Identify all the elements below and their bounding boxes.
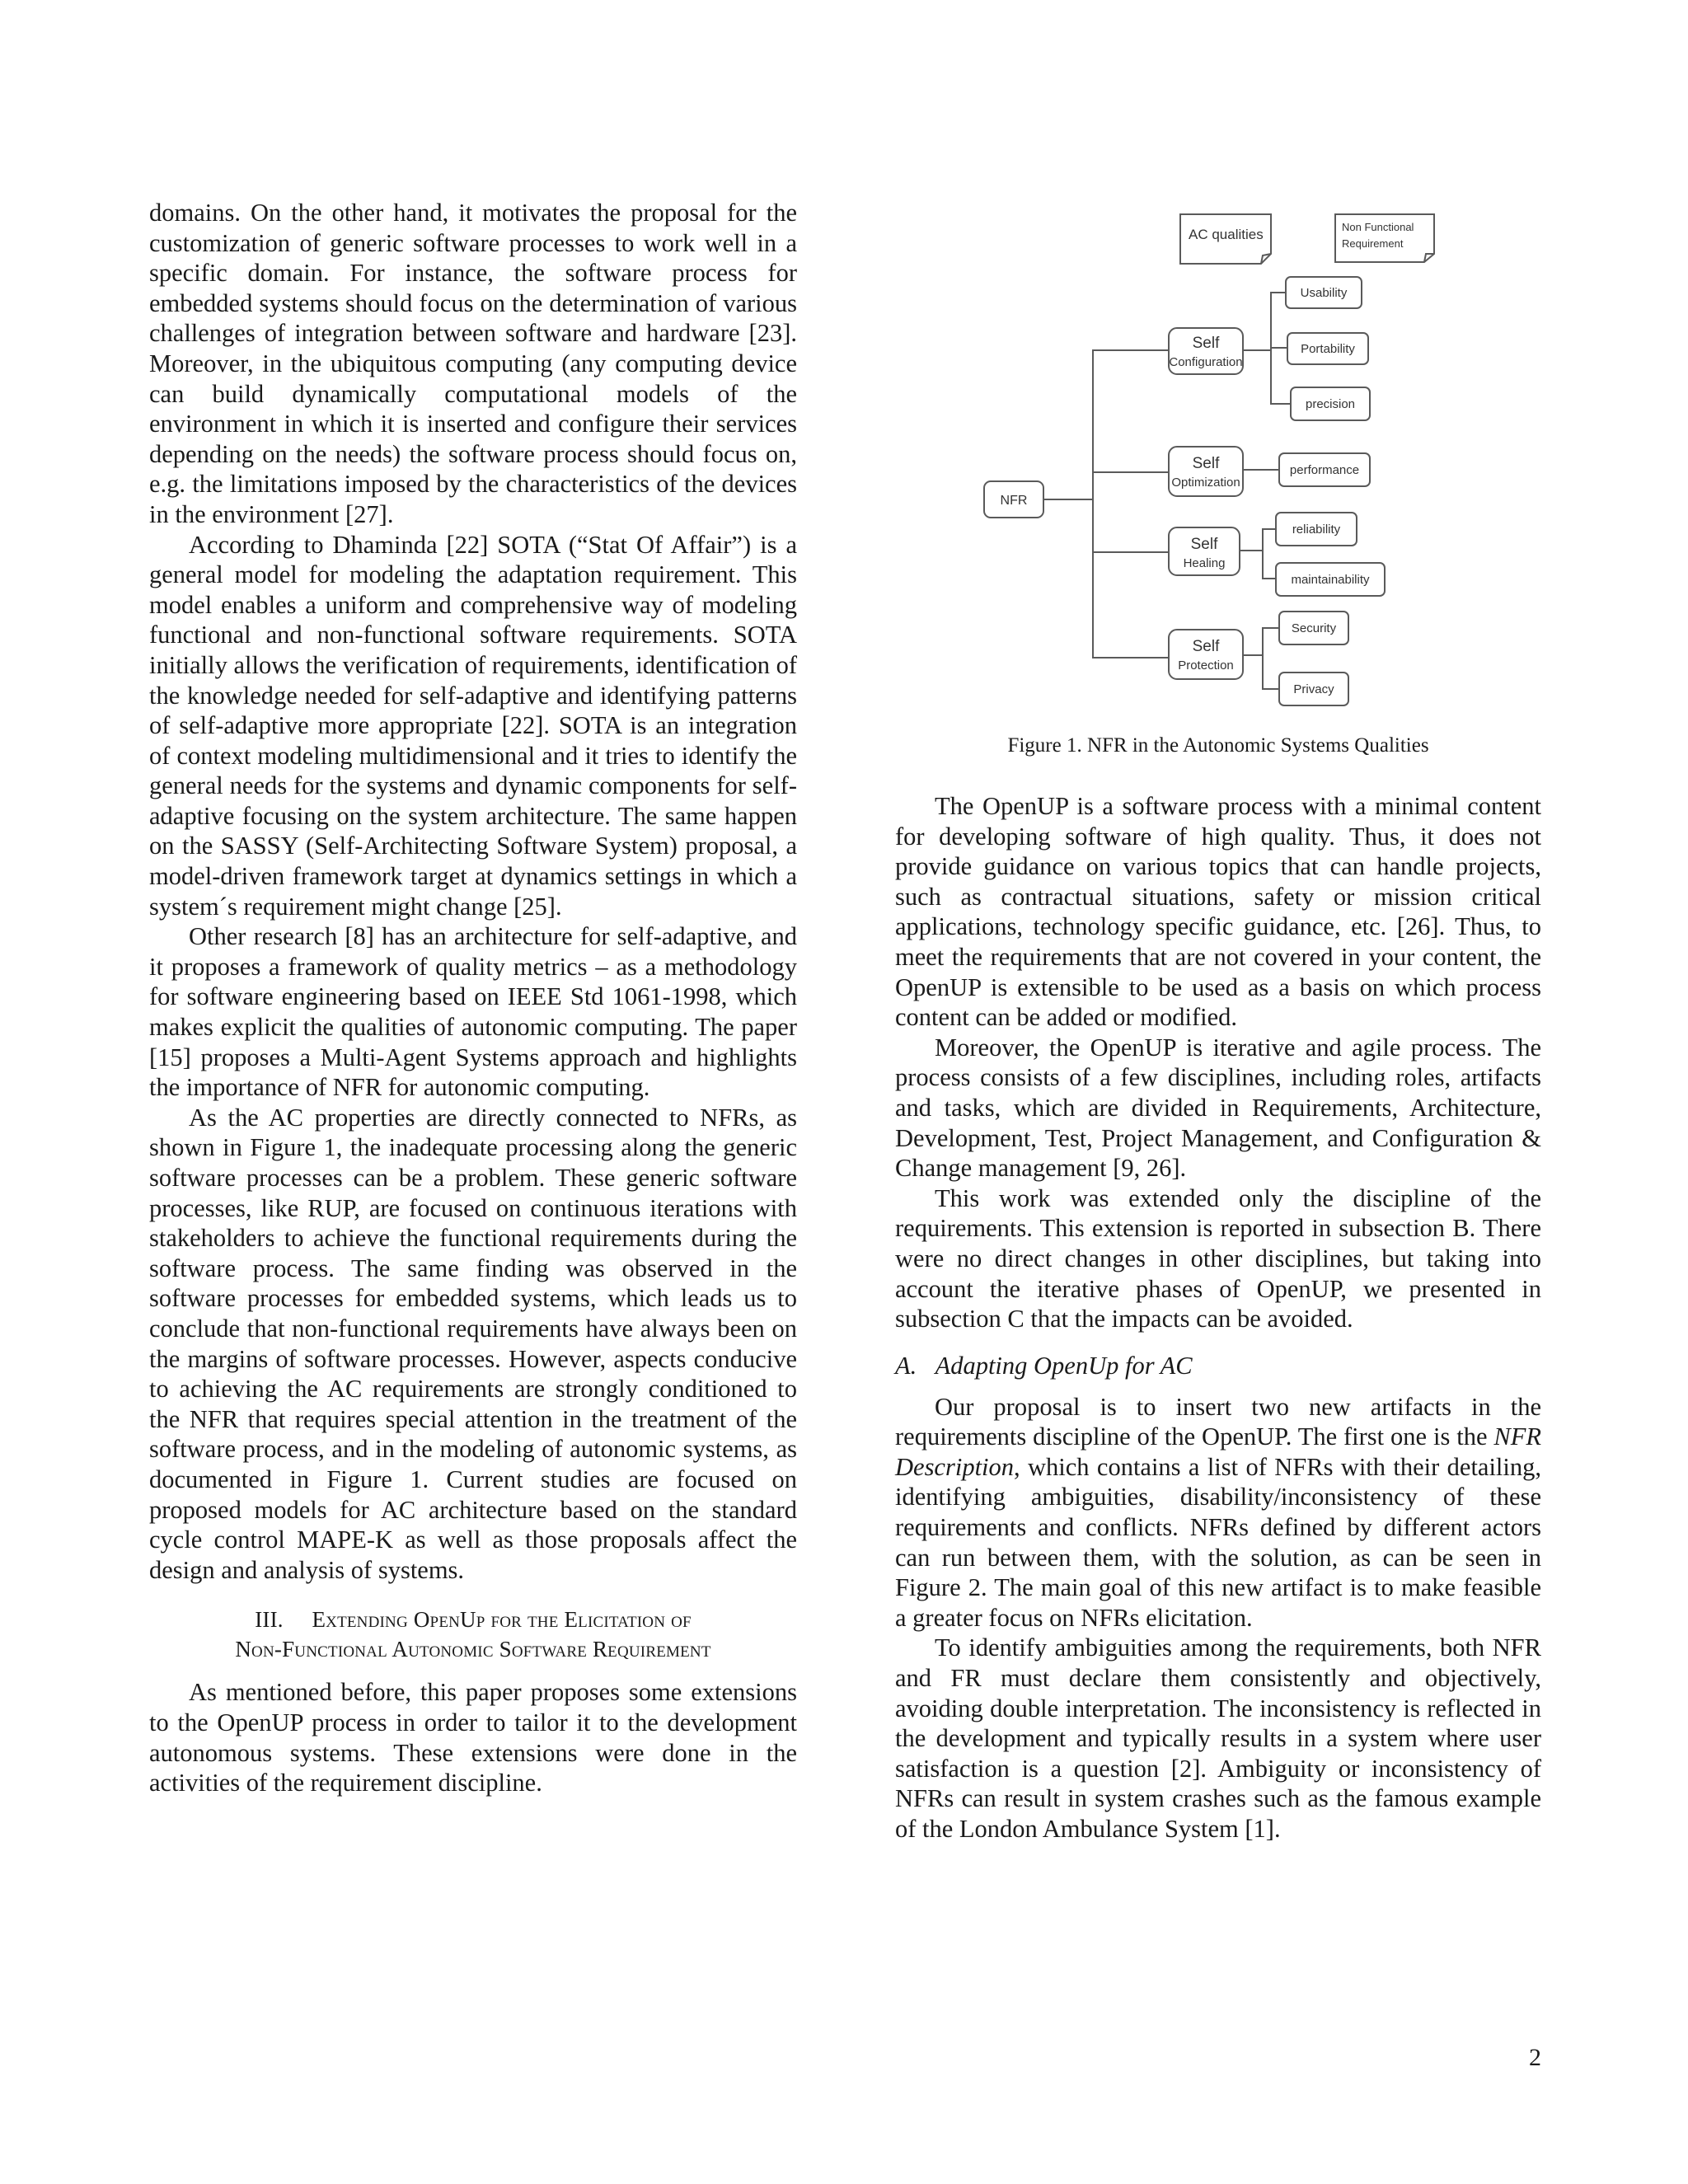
right-column <box>895 791 1541 1844</box>
node-security-label: Security <box>1291 621 1337 635</box>
section-heading-line-2: Non-Functional Autonomic Software Requirement <box>235 1637 711 1662</box>
left-paragraph-2: According to Dhaminda [22] SOTA (“Stat Of Affair”) is a general model for modeling the adaptation requirement. This model enables a uniform and comprehensive way of modeling functional and non-functional software requirements. SOTA initially allows the verification of requirements, identification of the knowledge needed for self-adaptive and identifying patterns of self-adaptive more appropriate [22]. SOTA is an integration of context modeling multidimensional and it tries to identify the general needs for the systems and dynamic components for self-adaptive focusing on the system architecture. The same happen on the SASSY (Self-Architecting Software System) proposal, a model-driven framework target at dynamics settings in which a system´s requirement might change [25]. <box>149 530 797 921</box>
connector-protection <box>1093 499 1169 658</box>
connector-privacy <box>1263 655 1279 689</box>
node-self-configuration <box>1169 328 1243 374</box>
left-paragraph-4: As the AC properties are directly connected to NFRs, as shown in Figure 1, the inadequate processing along the generic software processes can be a problem. These generic software processes, like RUP, are focused on continuous iterations with stakeholders to achieve the functional requirements during the software process. The same finding was observed in the software processes for embedded systems, which leads us to conclude that non-functional requirements have always been on the margins of software processes. However, aspects conducive to achieving the AC requirements are strongly conditioned to the NFR that requires special attention in the treatment of the software process, and in the modeling of autonomic systems, as documented in Figure 1. Current studies are focused on proposed models for AC architecture based on the standard cycle control MAPE-K as well as those proposals affect the design and analysis of systems. <box>149 1103 797 1584</box>
figure-1-diagram <box>973 206 1467 717</box>
right-paragraph-2: Moreover, the OpenUP is iterative and agile process. The process consists of a few disciplines, including roles, artifacts and tasks, which are divided in Requirements, Architecture, Development, Test, Project Management, and Configuration & Change management [9, 26]. <box>895 1033 1541 1183</box>
self-healing-label: Healing <box>1183 556 1226 570</box>
node-portability-label: Portability <box>1301 342 1355 356</box>
connector-usability <box>1243 293 1286 350</box>
nfr-diagram-svg <box>973 206 1467 717</box>
self-protection-label: Protection <box>1178 658 1234 673</box>
node-usability <box>1286 277 1362 308</box>
left-column <box>149 198 797 1798</box>
node-usability-label: Usability <box>1300 286 1348 300</box>
right-paragraph-3: This work was extended only the discipline of the requirements. This extension is reported in subsection B. There were no direct changes in other disciplines, but taking into account the iterative phases of OpenUP, we presented in subsection C that the impacts can be avoided. <box>895 1183 1541 1333</box>
node-reliability <box>1276 513 1357 546</box>
self-healing-word: Self <box>1190 536 1218 553</box>
node-maintainability-label: maintainability <box>1291 573 1370 587</box>
section-heading <box>149 1605 797 1664</box>
node-privacy <box>1279 673 1348 705</box>
subsection-heading: A. Adapting OpenUp for AC <box>895 1351 1193 1380</box>
connector-reliability <box>1240 529 1276 551</box>
connector-maintainability <box>1263 551 1276 579</box>
subsection-paragraph-1-after: , which contains a list of NFRs with their detailing, identifying ambiguities, disability/inconsistency of these requirements and conflicts. NFRs defined by different actors can run between them, with the solution, as can be seen in Figure 2. The main goal of this new artifact is to make feasible a greater focus on NFRs elicitation. <box>895 1452 1541 1632</box>
node-precision <box>1291 387 1370 420</box>
legend-ac-qualities <box>1180 214 1271 264</box>
self-optimization-label: Optimization <box>1171 476 1240 490</box>
node-reliability-label: reliability <box>1292 523 1341 537</box>
node-self-optimization <box>1169 447 1243 496</box>
connector-configuration <box>1093 350 1169 499</box>
legend-nfr-line-2: Requirement <box>1342 237 1404 250</box>
node-maintainability <box>1276 563 1385 596</box>
page-number: 2 <box>1529 2044 1541 2071</box>
node-performance <box>1279 453 1370 486</box>
node-nfr-root-label: NFR <box>1000 494 1028 508</box>
left-paragraph-1: domains. On the other hand, it motivates the proposal for the customization of generic software processes to work well in a specific domain. For instance, the software process for embedded systems should focus on the determination of various challenges of integration between software and hardware [23]. Moreover, in the ubiquitous computing (any computing device can build dynamically computational models of the environment in which it is inserted and configure their services depending on the needs) the software process should focus on, e.g. the limitations imposed by the characteristics of the devices in the environment [27]. <box>149 199 797 528</box>
self-configuration-word: Self <box>1192 335 1220 352</box>
section-paragraph: As mentioned before, this paper proposes some extensions to the OpenUP process in order to tailor it to the development autonomous systems. These extensions were done in the activities of the requirement discipline. <box>149 1678 797 1797</box>
subsection-paragraph-1 <box>895 1392 1541 1633</box>
subsection-paragraph-1-before: Our proposal is to insert two new artifacts in the requirements discipline of the OpenUP. The first one is the <box>895 1392 1541 1451</box>
node-performance-label: performance <box>1289 463 1360 477</box>
node-precision-label: precision <box>1305 397 1356 411</box>
node-self-protection <box>1169 630 1243 679</box>
self-optimization-word: Self <box>1192 455 1220 472</box>
node-security <box>1279 612 1348 644</box>
self-protection-word: Self <box>1192 638 1220 655</box>
legend-ac-label: AC qualities <box>1189 227 1264 242</box>
section-heading-line-1: III. Extending OpenUp for the Elicitation of <box>255 1607 692 1633</box>
node-privacy-label: Privacy <box>1293 682 1334 696</box>
node-self-healing <box>1169 527 1240 575</box>
subsection-paragraph-2: To identify ambiguities among the requirements, both NFR and FR must declare them consistently and objectively, avoiding double interpretation. The inconsistency is reflected in the development and typically results in a system where user satisfaction is a question [2]. Ambiguity or inconsistency of NFRs can result in system crashes such as the famous example of the London Ambulance System [1]. <box>895 1633 1541 1843</box>
nfr-description-term: NFR Description <box>895 1422 1541 1481</box>
self-configuration-label: Configuration <box>1169 355 1243 369</box>
node-nfr-root <box>984 481 1043 518</box>
connector-security <box>1243 628 1279 655</box>
figure-caption: Figure 1. NFR in the Autonomic Systems Qualities <box>1007 734 1429 757</box>
node-portability <box>1287 333 1368 364</box>
legend-nfr-line-1: Non Functional <box>1342 221 1414 233</box>
left-paragraph-3: Other research [8] has an architecture for self-adaptive, and it proposes a framework of quality metrics – as a methodology for software engineering based on IEEE Std 1061-1998, which makes explicit the qualities of autonomic computing. The paper [15] proposes a Multi-Agent Systems approach and highlights the importance of NFR for autonomic computing. <box>149 922 797 1102</box>
right-paragraph-1: The OpenUP is a software process with a minimal content for developing software of high quality. Thus, it does not provide guidance on various topics that can handle projects, such as contractual situations, safety or mission critical applications, technology specific guidance, etc. [26]. Thus, to meet the requirements that are not covered in your content, the OpenUP is extensible to be used as a basis on which process content can be added or modified. <box>895 792 1541 1032</box>
legend-nfr <box>1335 214 1434 262</box>
